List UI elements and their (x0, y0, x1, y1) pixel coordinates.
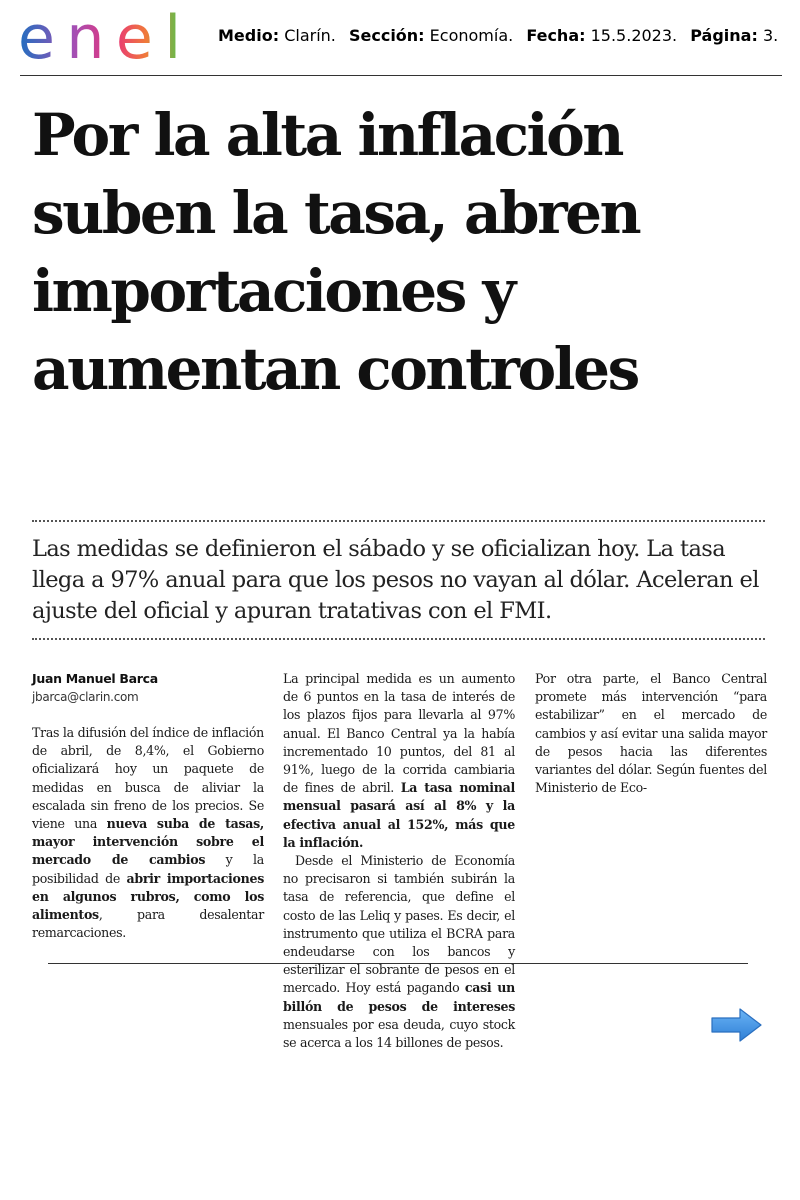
p3-text-2: mensuales por esa deuda, cuyo stock se acerca a los 14 billones de pesos. (283, 1016, 515, 1051)
enel-logo (18, 6, 183, 68)
paragraph-4: Por otra parte, el Banco Central promete más intervención “para estabilizar” en el mercado de cambios y así evitar una salida mayor de pesos hacia las diferentes variantes del dólar. Según fuentes del Ministerio de Eco- (535, 671, 767, 796)
deck-top-divider (32, 520, 765, 522)
paragraph-1 (32, 724, 264, 942)
footer-divider (48, 963, 748, 964)
p3-bold: casi un billón de pesos de intereses (283, 980, 515, 1014)
headline-line: suben la tasa, abren (32, 179, 640, 247)
enel-logo-text: enel (18, 6, 178, 68)
deck-bottom-divider (32, 638, 765, 640)
seccion-label: Sección: (348, 26, 425, 45)
p1-text-3: , para desalentar remarcaciones. (32, 907, 264, 941)
headline-line: Por la alta inflación (32, 101, 622, 169)
headline-line: importaciones y (32, 257, 514, 325)
p2-text: La principal medida es un aumento de 6 puntos en la tasa de interés de los plazos fijos para llevarla al 97% anual. El Banco Central ya la había incrementado 10 puntos, del 81 al 91%, luego de la corrida cambiaria de fines de abril. (283, 671, 515, 796)
seccion-value: Economía. (429, 26, 514, 45)
header-divider (20, 75, 782, 76)
article-headline (32, 96, 772, 408)
paragraph-3 (283, 852, 515, 1052)
author-email: jbarca@clarin.com (32, 690, 139, 704)
p1-text: Tras la difusión del índice de inflación de abril, de 8,4%, el Gobierno oficializará hoy un paquete de medidas en busca de aliviar la escalada sin freno de los precios. Se viene una (32, 725, 264, 832)
p2-bold: La tasa nominal mensual pasará así al 8% y la efectiva anual al 152%, más que la inflación. (283, 780, 515, 850)
fecha-label: Fecha: (526, 26, 586, 45)
pagina-label: Página: (690, 26, 758, 45)
p1-bold-1: nueva suba de tasas, mayor intervención sobre el mercado de cambios (32, 816, 264, 868)
p1-text-2: y la posibilidad de (32, 852, 264, 886)
medio-label: Medio: (218, 26, 280, 45)
article-column-1 (32, 670, 264, 942)
medio-value: Clarín. (284, 26, 336, 45)
p3-text: Desde el Ministerio de Economía no precisaron si también subirán la tasa de referencia, que define el costo de las Leliq y pases. Es decir, el instrumento que utiliza el BCRA para endeudarse con los bancos y esterilizar el sobrante de pesos en el mercado. Hoy está pagando (283, 853, 515, 996)
article-column-3 (535, 670, 767, 797)
pagina-value: 3. (762, 26, 779, 45)
article-deck: Las medidas se definieron el sábado y se oficializan hoy. La tasa llega a 97% anual para que los pesos no vayan al dólar. Aceleran el ajuste del oficial y apuran tratativas con el FMI. (32, 536, 759, 624)
clipping-metadata (218, 26, 778, 45)
arrow-right-icon[interactable] (710, 1006, 764, 1044)
author-name: Juan Manuel Barca (32, 671, 158, 686)
headline-line: aumentan controles (32, 335, 638, 403)
clipping-header (0, 0, 800, 75)
p1-bold-2: abrir importaciones en algunos rubros, como los alimentos (32, 870, 264, 923)
fecha-value: 15.5.2023. (590, 26, 678, 45)
article-column-2 (283, 670, 515, 1052)
paragraph-2 (283, 670, 515, 852)
